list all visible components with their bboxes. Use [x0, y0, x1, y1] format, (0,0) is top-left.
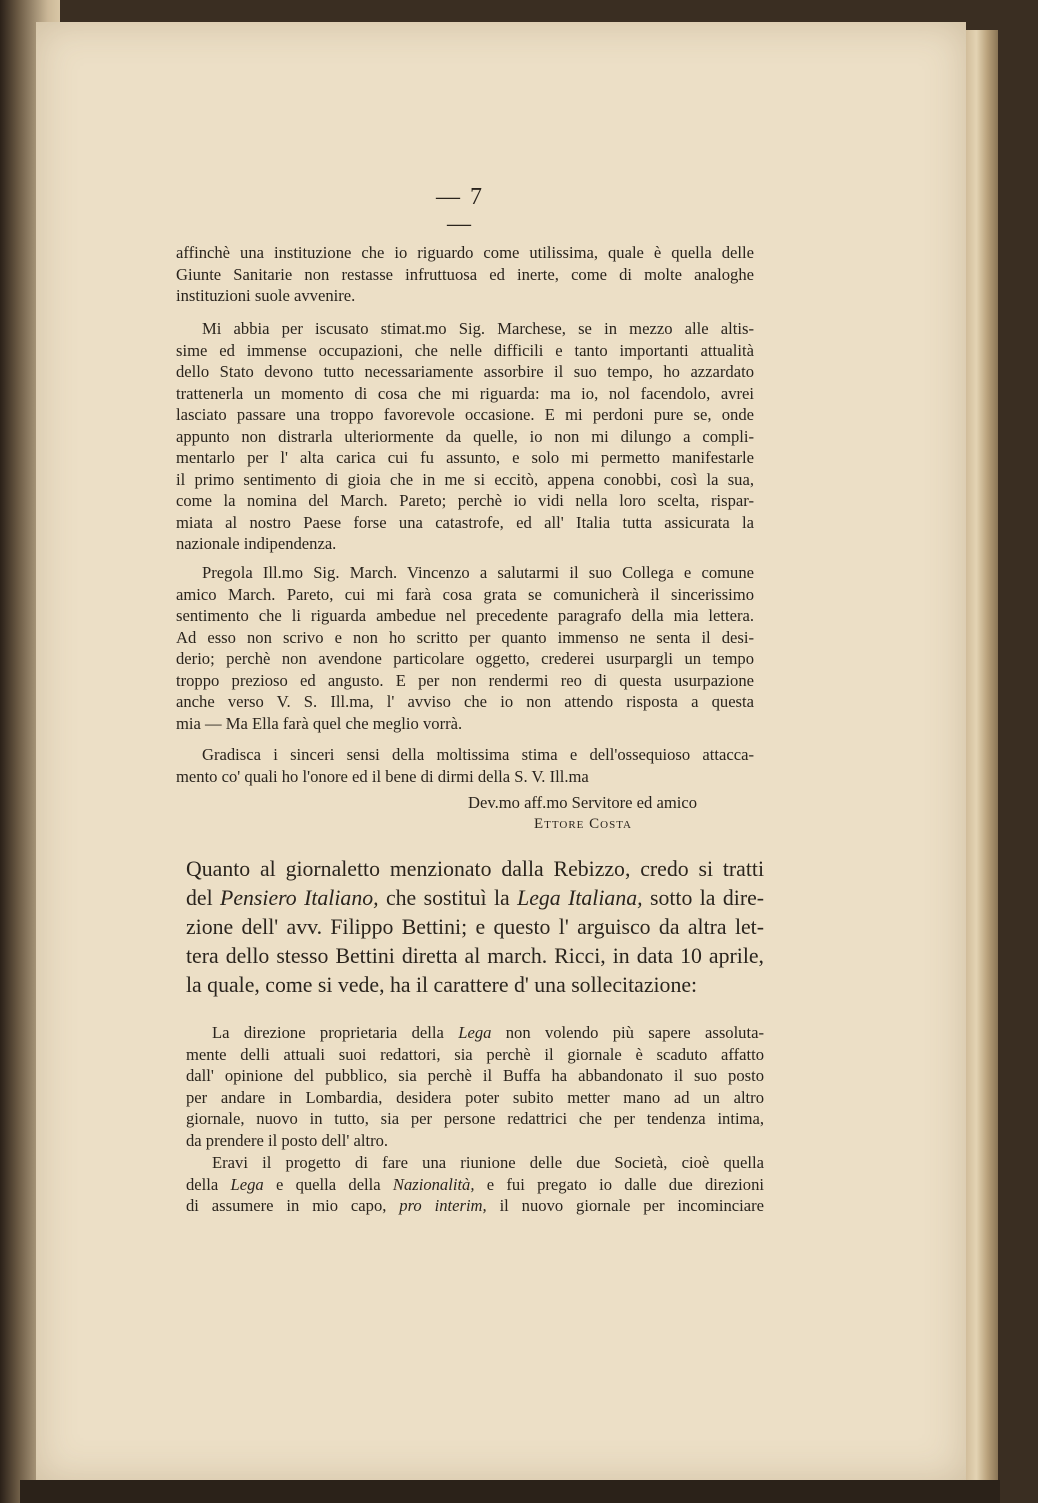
text-line: appunto non distrarla ulteriormente da quelle, io non mi dilungo a compli- — [176, 426, 754, 446]
text-line: giornale, nuovo in tutto, sia per persone redattrici che per tendenza intima, — [186, 1109, 764, 1128]
text-line: nazionale indipendenza. — [176, 534, 337, 553]
text-line: come la nomina del March. Pareto; perchè io vidi nella loro scelta, rispar- — [176, 491, 754, 510]
text-line: instituzioni suole avvenire. — [176, 286, 356, 305]
text-line: tera dello stesso Bettini diretta al march. Ricci, in data 10 aprile, — [186, 944, 764, 968]
text-line: mento co' quali ho l'onore ed il bene di dirmi della S. V. Ill.ma — [176, 766, 589, 786]
commentary-paragraph — [186, 855, 764, 1000]
text-line: derio; perchè non avendone particolare oggetto, crederei usurpargli un tempo — [176, 649, 754, 668]
text-line: affinchè una instituzione che io riguardo come utilissima, quale è quella delle — [176, 243, 754, 262]
text-line: la quale, come si vede, ha il carattere d' una sollecitazione: — [186, 973, 698, 997]
letter-paragraph-2 — [176, 318, 754, 555]
quoted-letter-paragraph-1 — [186, 1022, 764, 1151]
text-line: dall' opinione del pubblico, sia perchè il Buffa ha abbandonato il suo posto — [186, 1066, 764, 1085]
text-line: del Pensiero Italiano, che sostituì la Lega Italiana, sotto la dire- — [186, 886, 765, 910]
text-line: di assumere in mio capo, pro interim, il nuovo giornale per incominciare — [186, 1196, 764, 1215]
text-line: mentarlo per l' alta carica cui fu assunto, e solo mi permetto manifestarle — [176, 448, 754, 467]
text-line: amico March. Pareto, cui mi farà cosa grata se comunicherà il sincerissimo — [176, 584, 754, 604]
text-line: Gradisca i sinceri sensi della moltissima stima e dell'ossequioso attacca- — [202, 745, 754, 764]
text-line: Pregola Ill.mo Sig. March. Vincenzo a salutarmi il suo Collega e comune — [202, 563, 754, 582]
signature-closing: Dev.mo aff.mo Servitore ed amico — [468, 793, 698, 812]
text-line: troppo prezioso ed angusto. E per non rendermi reo di questa usurpazione — [176, 670, 754, 690]
text-line: dello Stato devono tutto necessariamente assorbire il suo tempo, ho azzardato — [176, 362, 754, 381]
text-line: della Lega e quella della Nazionalità, e fui pregato io dalle due direzioni — [186, 1174, 764, 1194]
text-line: il primo sentimento di gioia che in me si eccitò, appena conobbi, così la sua, — [176, 469, 754, 489]
signature-name: Ettore Costa — [534, 816, 633, 832]
text-line: da prendere il posto dell' altro. — [186, 1130, 389, 1150]
text-line: Eravi il progetto di fare una riunione delle due Società, cioè quella — [212, 1153, 764, 1172]
text-line: lasciato passare una troppo favorevole occasione. E mi perdoni pure se, onde — [176, 405, 754, 424]
text-line: Quanto al giornaletto menzionato dalla Rebizzo, credo si tratti — [186, 857, 764, 881]
text-line: Mi abbia per iscusato stimat.mo Sig. Marchese, se in mezzo alle altis- — [202, 319, 754, 338]
text-line: zione dell' avv. Filippo Bettini; e questo l' arguisco da altra let- — [186, 915, 764, 939]
text-line: per andare in Lombardia, desidera poter subito metter mano ad un altro — [186, 1087, 764, 1107]
text-line: La direzione proprietaria della Lega non volendo più sapere assoluta- — [212, 1023, 764, 1042]
page-number: — 7 — — [436, 184, 484, 237]
text-line: Ad esso non scrivo e non ho scritto per quanto immenso ne senta il desi- — [176, 627, 754, 647]
quoted-letter-paragraph-2 — [186, 1152, 764, 1217]
text-line: miata al nostro Paese forse una catastrofe, ed all' Italia tutta assicurata la — [176, 512, 754, 532]
letter-paragraph-4 — [176, 744, 754, 787]
text-line: mia — Ma Ella farà quel che meglio vorrà. — [176, 713, 463, 733]
letter-paragraph-1 — [176, 242, 754, 307]
text-line: sentimento che li riguarda ambedue nel precedente paragrafo della mia lettera. — [176, 606, 754, 625]
text-line: trattenerla un momento di cosa che mi riguarda: ma io, nol facendolo, avrei — [176, 383, 754, 403]
text-line: anche verso V. S. Ill.ma, l' avviso che io non attendo risposta a questa — [176, 692, 754, 711]
letter-paragraph-3 — [176, 562, 754, 734]
text-line: mente delli attuali suoi redattori, sia perchè il giornale è scaduto affatto — [186, 1044, 764, 1064]
text-line: sime ed immense occupazioni, che nelle difficili e tanto importanti attualità — [176, 340, 754, 360]
text-line: Giunte Sanitarie non restasse infruttuosa ed inerte, come di molte analoghe — [176, 264, 754, 284]
